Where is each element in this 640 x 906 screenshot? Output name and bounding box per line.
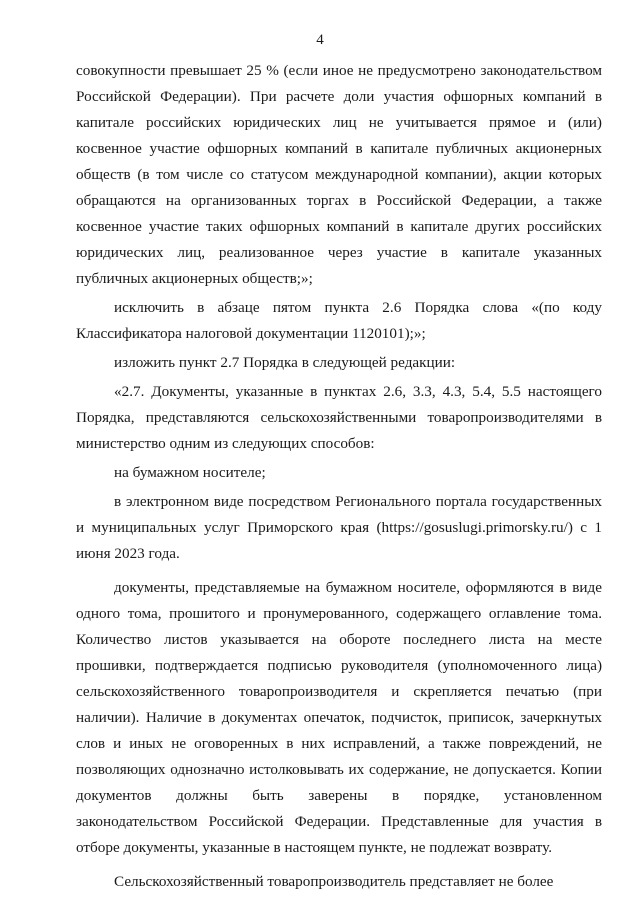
paragraph-2-7-documents: «2.7. Документы, указанные в пунктах 2.6, 3.3, 4.3, 5.4, 5.5 настоящего Порядка, представляются сельскохозяйственными товаропроизводителями в министерство одним из следующих способов: [76, 383, 602, 452]
paragraph-paper-requirements: документы, представляемые на бумажном носителе, оформляются в виде одного тома, прошитого и пронумерованного, содержащего оглавление тома. Количество листов указывается на обороте последнего листа на месте прошивки, подтверждается подписью руководителя (уполномоченного лица) сельскохозяйственного товаропроизводителя и скрепляется печатью (при наличии). Наличие в документах опечаток, подчисток, приписок, зачеркнутых слов и иных не оговоренных в них исправлений, а также повреждений, не позволяющих однозначно истолковывать их содержание, не допускается. Копии документов должны быть заверены в порядке, установленном законодательством Российской Федерации. Представленные для участия в отборе документы, указанные в настоящем пункте, не подлежат возврату. [76, 579, 602, 856]
paragraph-exclude-words: исключить в абзаце пятом пункта 2.6 Порядка слова «(по коду Классификатора налоговой документации 1120101);»; [76, 299, 602, 342]
paragraph-amend-2-7: изложить пункт 2.7 Порядка в следующей редакции: [114, 354, 456, 371]
paragraph-offshore-continuation: совокупности превышает 25 % (если иное не предусмотрено законодательством Российской Федерации). При расчете доли участия офшорных компаний в капитале российских юридических лиц не учитывается прямое и (или) косвенное участие офшорных компаний в капитале публичных акционерных обществ (в том числе со статусом международной компании), акции которых обращаются на организованных торгах в Российской Федерации, а также косвенное участие таких офшорных компаний в капитале других российских юридических лиц, реализованное через участие в капитале указанных публичных акционерных обществ;»; [76, 62, 602, 287]
paragraph-producer-submits: Сельскохозяйственный товаропроизводитель представляет не более [114, 873, 554, 890]
document-body [76, 58, 602, 895]
page-number: 4 [316, 32, 324, 48]
paragraph-electronic-form: в электронном виде посредством Регионального портала государственных и муниципальных услуг Приморского края (https://gosuslugi.primorsky.ru/) с 1 июня 2023 года. [76, 493, 602, 562]
paragraph-paper-medium: на бумажном носителе; [114, 464, 266, 481]
